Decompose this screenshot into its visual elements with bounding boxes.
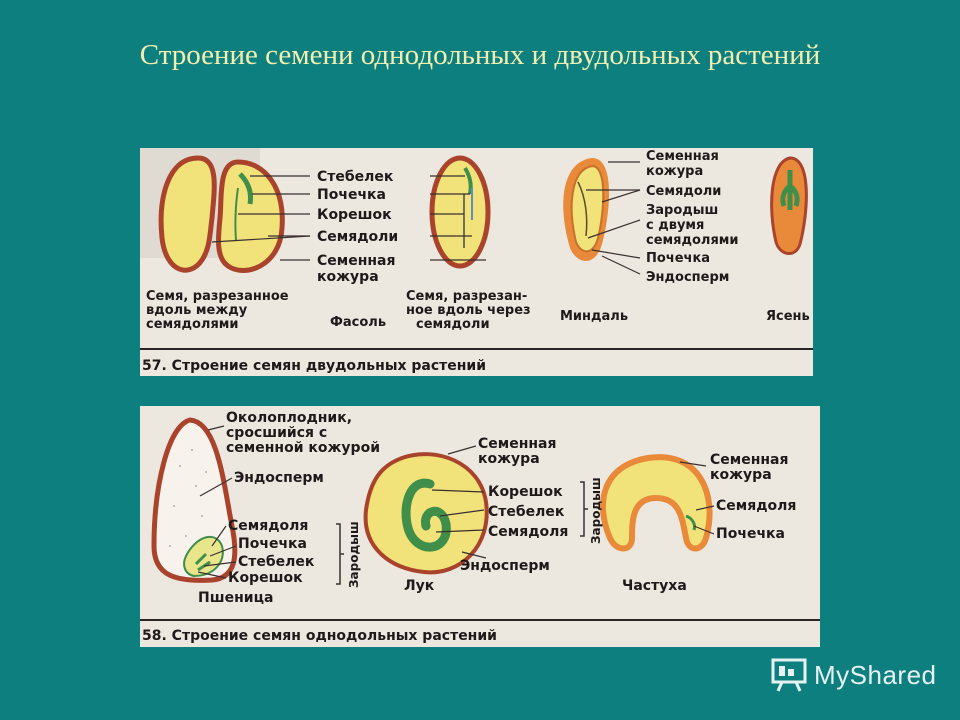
label-semennaya-arrowhead: Семенная <box>710 452 789 468</box>
figure-monocot-drawing <box>140 406 820 647</box>
label-right-pochechka: Почечка <box>646 251 711 266</box>
label-okoloplodnik-1: Околоплодник, <box>226 410 353 426</box>
label-right-kozhura: кожура <box>646 164 704 179</box>
label-zarodysh-wheat: Зародыш <box>347 521 361 588</box>
label-pochechka: Почечка <box>317 187 387 203</box>
figure-dicot-drawing <box>140 148 813 376</box>
label-endosperm-wheat: Эндосперм <box>234 470 324 486</box>
label-okoloplodnik-2: сросшийся с <box>226 425 328 441</box>
label-semyadolya-wheat: Семядоля <box>228 518 309 534</box>
label-pochechka-arrowhead: Почечка <box>716 526 786 542</box>
bean-seed-cut-through <box>432 158 488 266</box>
label-endosperm-onion: Эндосперм <box>460 558 550 574</box>
label-koreshok-onion: Корешок <box>488 484 563 500</box>
bean-seed-left-half <box>161 158 214 270</box>
label-stebelek: Стебелек <box>317 169 394 185</box>
caption-mindal: Миндаль <box>560 309 629 324</box>
label-endosperm: Эндосперм <box>646 270 730 285</box>
label-stebelek-onion: Стебелек <box>488 504 565 520</box>
label-pochechka-wheat: Почечка <box>238 536 308 552</box>
label-right-semennaya: Семенная <box>646 149 719 164</box>
label-right-semyadoli: Семядоли <box>646 184 722 199</box>
ash-seed <box>772 158 807 254</box>
label-kozhura-onion: кожура <box>478 451 540 467</box>
caption-yasen: Ясень <box>766 309 810 324</box>
label-semennaya-onion: Семенная <box>478 436 557 452</box>
label-okoloplodnik-3: семенной кожурой <box>226 440 381 456</box>
caption-chastukha: Частуха <box>622 578 687 594</box>
caption-luk: Лук <box>404 578 435 594</box>
label-semyadoli: Семядоли <box>317 229 399 245</box>
watermark-text: MyShared <box>814 659 937 690</box>
label-semyadolya-onion: Семядоля <box>488 524 569 540</box>
figure-dicot-seeds <box>140 148 813 376</box>
label-stebelek-wheat: Стебелек <box>238 554 315 570</box>
label-semyadolya-arrowhead: Семядоля <box>716 498 797 514</box>
caption-pshenitsa: Пшеница <box>198 590 274 606</box>
slide-title: Строение семени однодольных и двудольных растений <box>139 39 821 71</box>
figure-caption-57: 57. Строение семян двудольных растений <box>142 358 487 374</box>
label-koreshok-wheat: Корешок <box>228 570 303 586</box>
caption-seed-cut-2: вдоль между <box>146 303 248 318</box>
label-kozhura: кожура <box>317 269 379 285</box>
label-zarodysh-2: с двумя <box>646 218 705 233</box>
label-zarodysh-onion: Зародыш <box>589 477 603 544</box>
bean-seed-right-half <box>218 162 282 270</box>
label-kozhura-arrowhead: кожура <box>710 467 772 483</box>
label-zarodysh-3: семядолями <box>646 233 739 248</box>
caption-seed-cut-1: Семя, разрезанное <box>146 289 289 304</box>
caption-seed-cut-b2: ное вдоль через <box>406 303 531 318</box>
caption-fasol: Фасоль <box>330 315 387 330</box>
watermark <box>770 655 937 695</box>
figure-monocot-seeds <box>140 406 820 647</box>
caption-seed-cut-b1: Семя, разрезан- <box>406 289 528 304</box>
caption-seed-cut-3: семядолями <box>146 317 239 332</box>
label-semennaya: Семенная <box>317 253 396 269</box>
label-koreshok: Корешок <box>317 207 392 223</box>
figure-caption-58: 58. Строение семян однодольных растений <box>142 628 497 644</box>
caption-seed-cut-b3: семядоли <box>416 317 490 332</box>
presentation-board-icon <box>770 657 808 693</box>
onion-seed <box>366 454 487 572</box>
label-zarodysh-1: Зародыш <box>646 203 719 218</box>
